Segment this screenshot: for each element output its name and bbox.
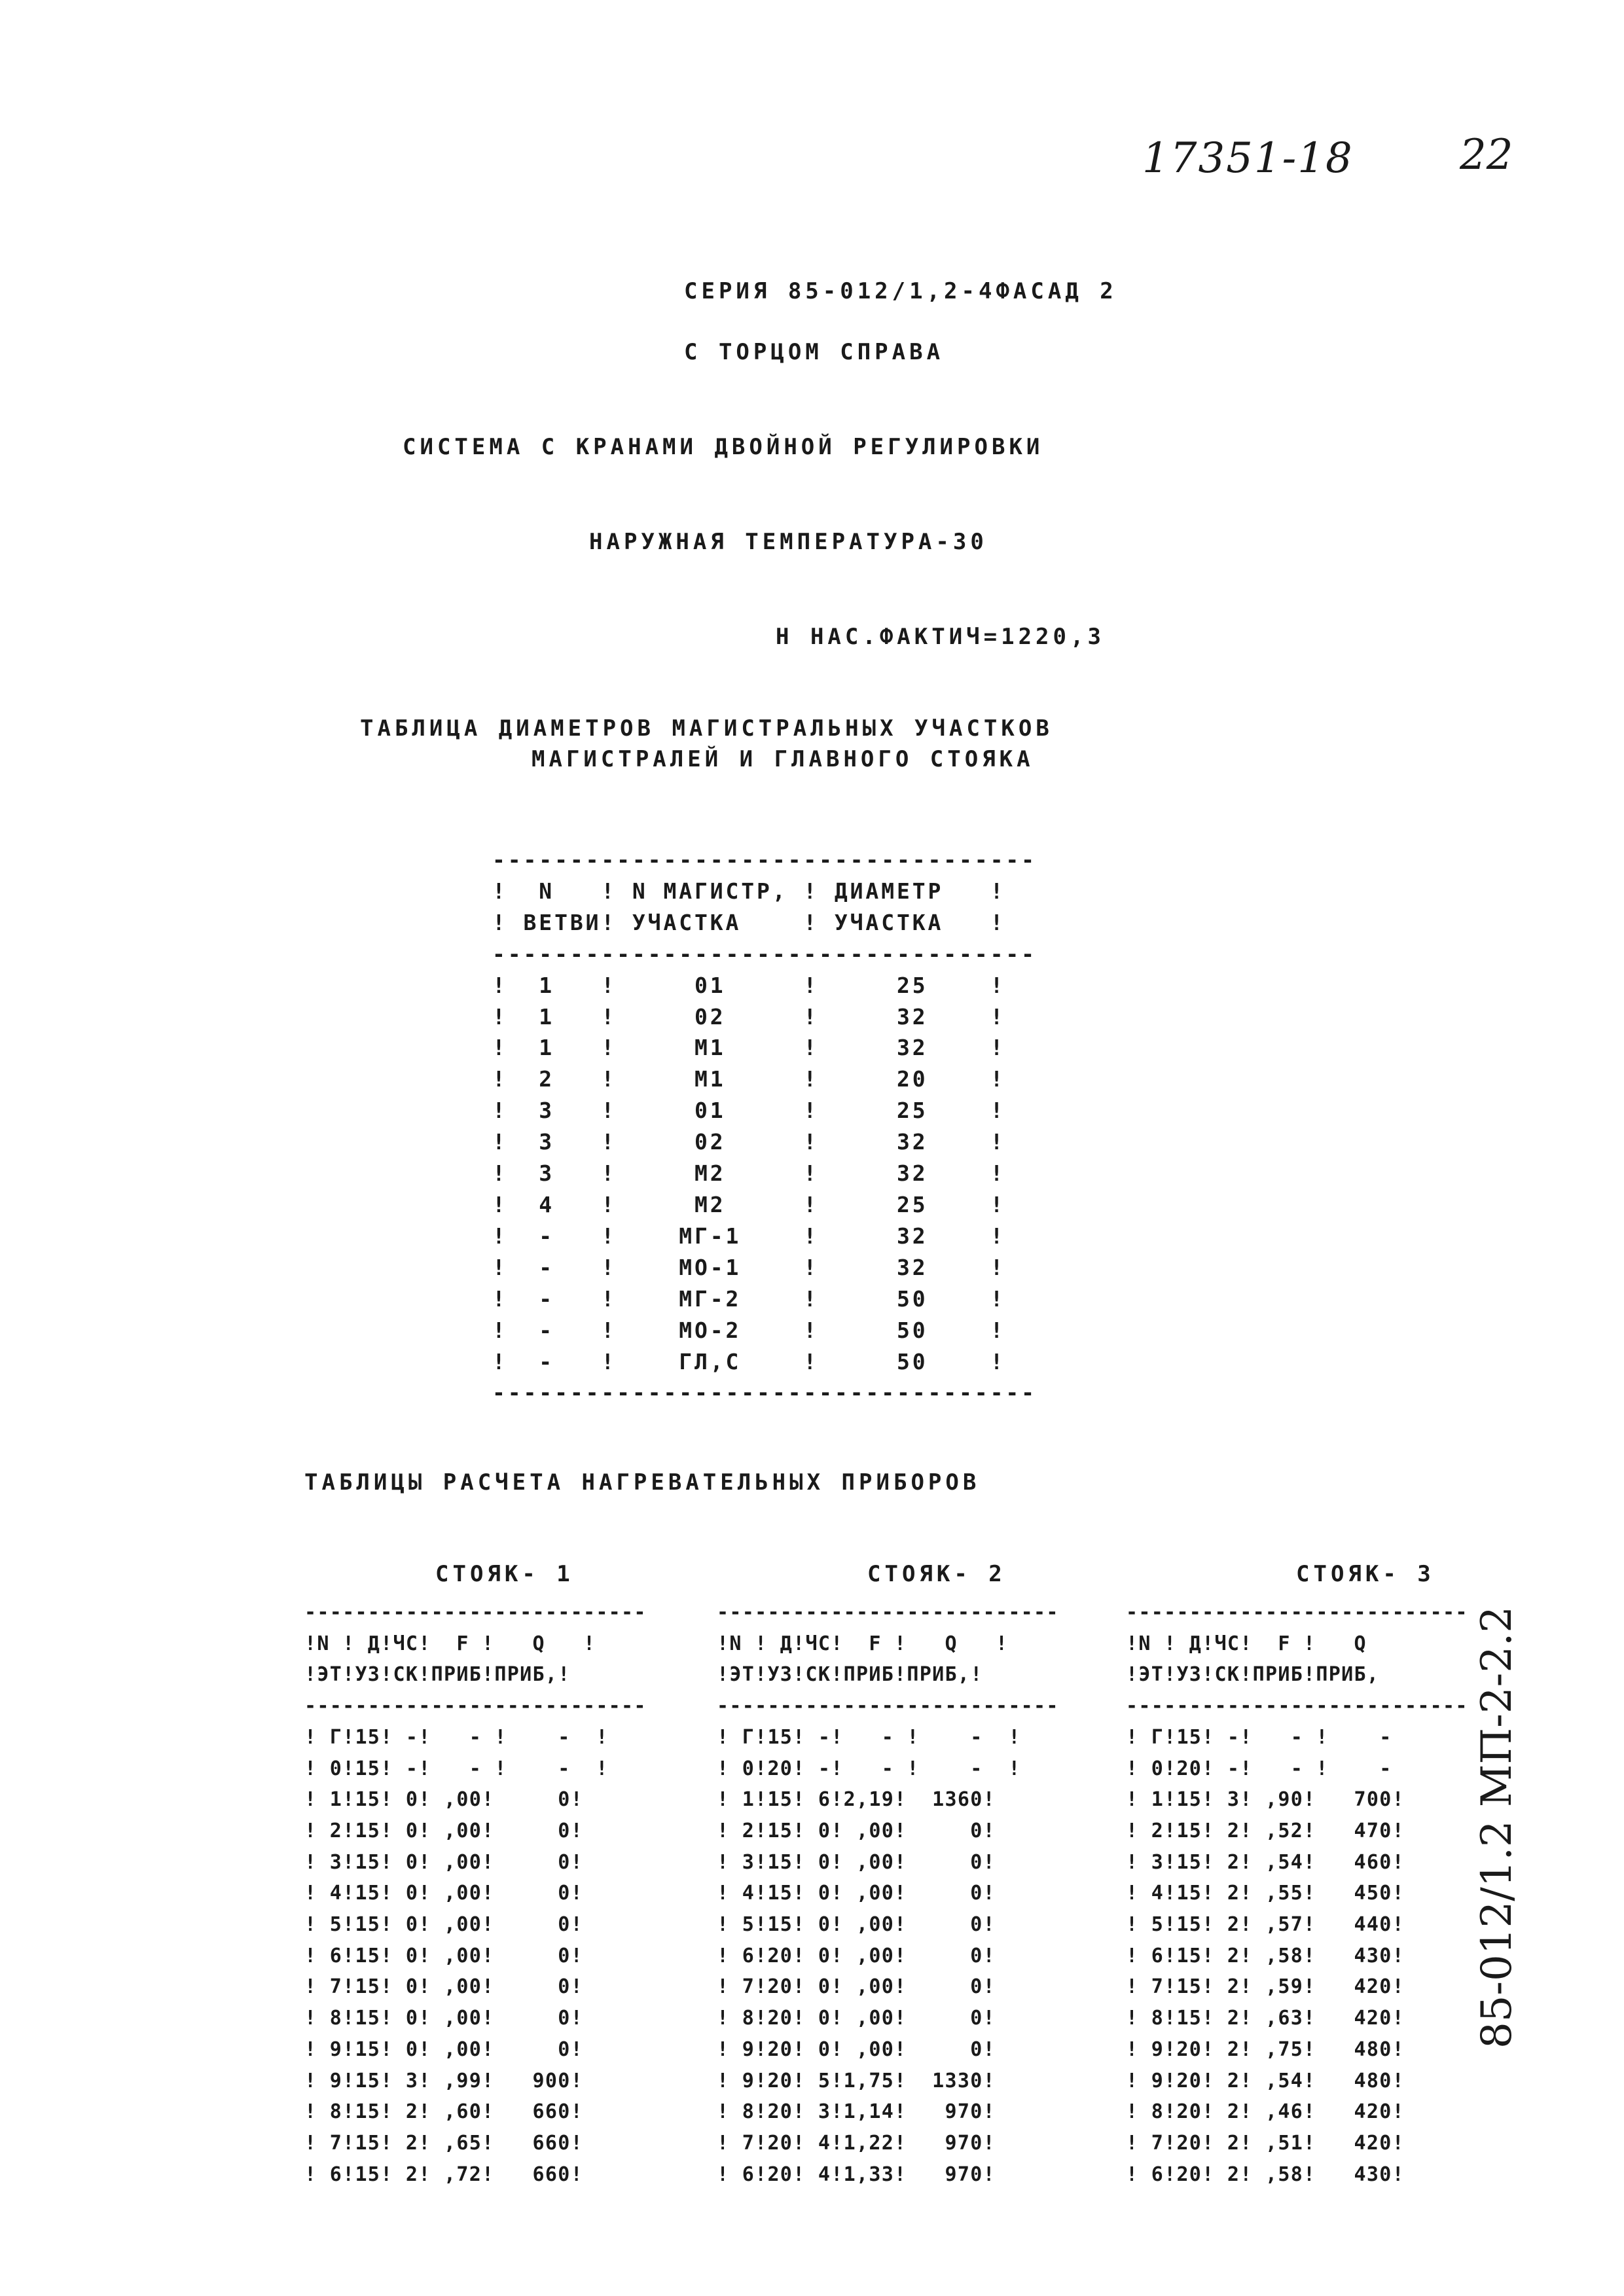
diameter-table-title-2: МАГИСТРАЛЕЙ И ГЛАВНОГО СТОЯКА [532, 746, 1034, 772]
diameter-table: ----------------------------------- ! N ! N МАГИСТР, ! ДИАМЕТР ! ! ВЕТВИ! УЧАСТКА ! УЧАСТКА ! ----------------------------------- ! 1 ! 01 ! 25 ! ! 1 ! 02 ! 32 ! ! 1 ! М1 ! 32 ! ! 2 ! М1 ! 20 ! ! 3 ! 01 ! 25 ! ! 3 ! 02 ! 32 ! ! 3 ! М2 ! 32 ! ! 4 ! М2 ! 25 ! ! - ! МГ-1 ! 32 ! ! - ! МО-1 ! 32 ! ! - ! МГ-2 ! 50 ! ! - ! МО-2 ! 50 ! ! - ! ГЛ,С ! 50 ! ----------------------------------- [492, 847, 1037, 1406]
riser-3-title: СТОЯК- 3 [1296, 1561, 1435, 1587]
handwritten-margin-code: 85-012/1.2 МП-2-2.2 [1473, 1606, 1521, 2049]
handwritten-page-number: 22 [1460, 131, 1513, 179]
diameter-table-title-1: ТАБЛИЦА ДИАМЕТРОВ МАГИСТРАЛЬНЫХ УЧАСТКОВ [360, 715, 1053, 742]
heater-section-title: ТАБЛИЦЫ РАСЧЕТА НАГРЕВАТЕЛЬНЫХ ПРИБОРОВ [304, 1469, 981, 1496]
header-system: СИСТЕМА С КРАНАМИ ДВОЙНОЙ РЕГУЛИРОВКИ [403, 434, 1044, 460]
riser-3-table: --------------------------- !N ! Д!ЧС! F ! Q !ЭТ!УЗ!СК!ПРИБ!ПРИБ, --------------------------- ! Г!15! -! - ! - ! 0!20! -! - ! - ! 1!15! 3! ,90! 700! ! 2!15! 2! ,52! 470! ! 3!15! 2! ,54! 460! ! 4!15! 2! ,55! 450! ! 5!15! 2! ,57! 440! ! 6!15! 2! ,58! 430! ! 7!15! 2! ,59! 420! ! 8!15! 2! ,63! 420! ! 9!20! 2! ,75! 480! ! 9!20! 2! ,54! 480! ! 8!20! 2! ,46! 420! ! 7!20! 2! ,51! 420! ! 6!20! 2! ,58! 430! [1126, 1601, 1468, 2186]
riser-1-table: --------------------------- !N ! Д!ЧС! F ! Q ! !ЭТ!УЗ!СК!ПРИБ!ПРИБ,! --------------------------- ! Г!15! -! - ! - ! ! 0!15! -! - ! - ! ! 1!15! 0! ,00! 0! ! 2!15! 0! ,00! 0! ! 3!15! 0! ,00! 0! ! 4!15! 0! ,00! 0! ! 5!15! 0! ,00! 0! ! 6!15! 0! ,00! 0! ! 7!15! 0! ,00! 0! ! 8!15! 0! ,00! 0! ! 9!15! 0! ,00! 0! ! 9!15! 3! ,99! 900! ! 8!15! 2! ,60! 660! ! 7!15! 2! ,65! 660! ! 6!15! 2! ,72! 660! [304, 1601, 647, 2186]
header-pressure: Н НАС.ФАКТИЧ=1220,3 [776, 624, 1105, 650]
handwritten-doc-number: 17351-18 [1142, 134, 1354, 183]
header-series: СЕРИЯ 85-012/1,2-4ФАСАД 2 [684, 278, 1117, 304]
header-temperature: НАРУЖНАЯ ТЕМПЕРАТУРА-30 [589, 529, 988, 555]
riser-2-table: --------------------------- !N ! Д!ЧС! F ! Q ! !ЭТ!УЗ!СК!ПРИБ!ПРИБ,! --------------------------- ! Г!15! -! - ! - ! ! 0!20! -! - ! - ! ! 1!15! 6!2,19! 1360! ! 2!15! 0! ,00! 0! ! 3!15! 0! ,00! 0! ! 4!15! 0! ,00! 0! ! 5!15! 0! ,00! 0! ! 6!20! 0! ,00! 0! ! 7!20! 0! ,00! 0! ! 8!20! 0! ,00! 0! ! 9!20! 0! ,00! 0! ! 9!20! 5!1,75! 1330! ! 8!20! 3!1,14! 970! ! 7!20! 4!1,22! 970! ! 6!20! 4!1,33! 970! [717, 1601, 1059, 2186]
riser-1-title: СТОЯК- 1 [435, 1561, 574, 1587]
riser-2-title: СТОЯК- 2 [867, 1561, 1006, 1587]
header-facade: С ТОРЦОМ СПРАВА [684, 339, 945, 365]
